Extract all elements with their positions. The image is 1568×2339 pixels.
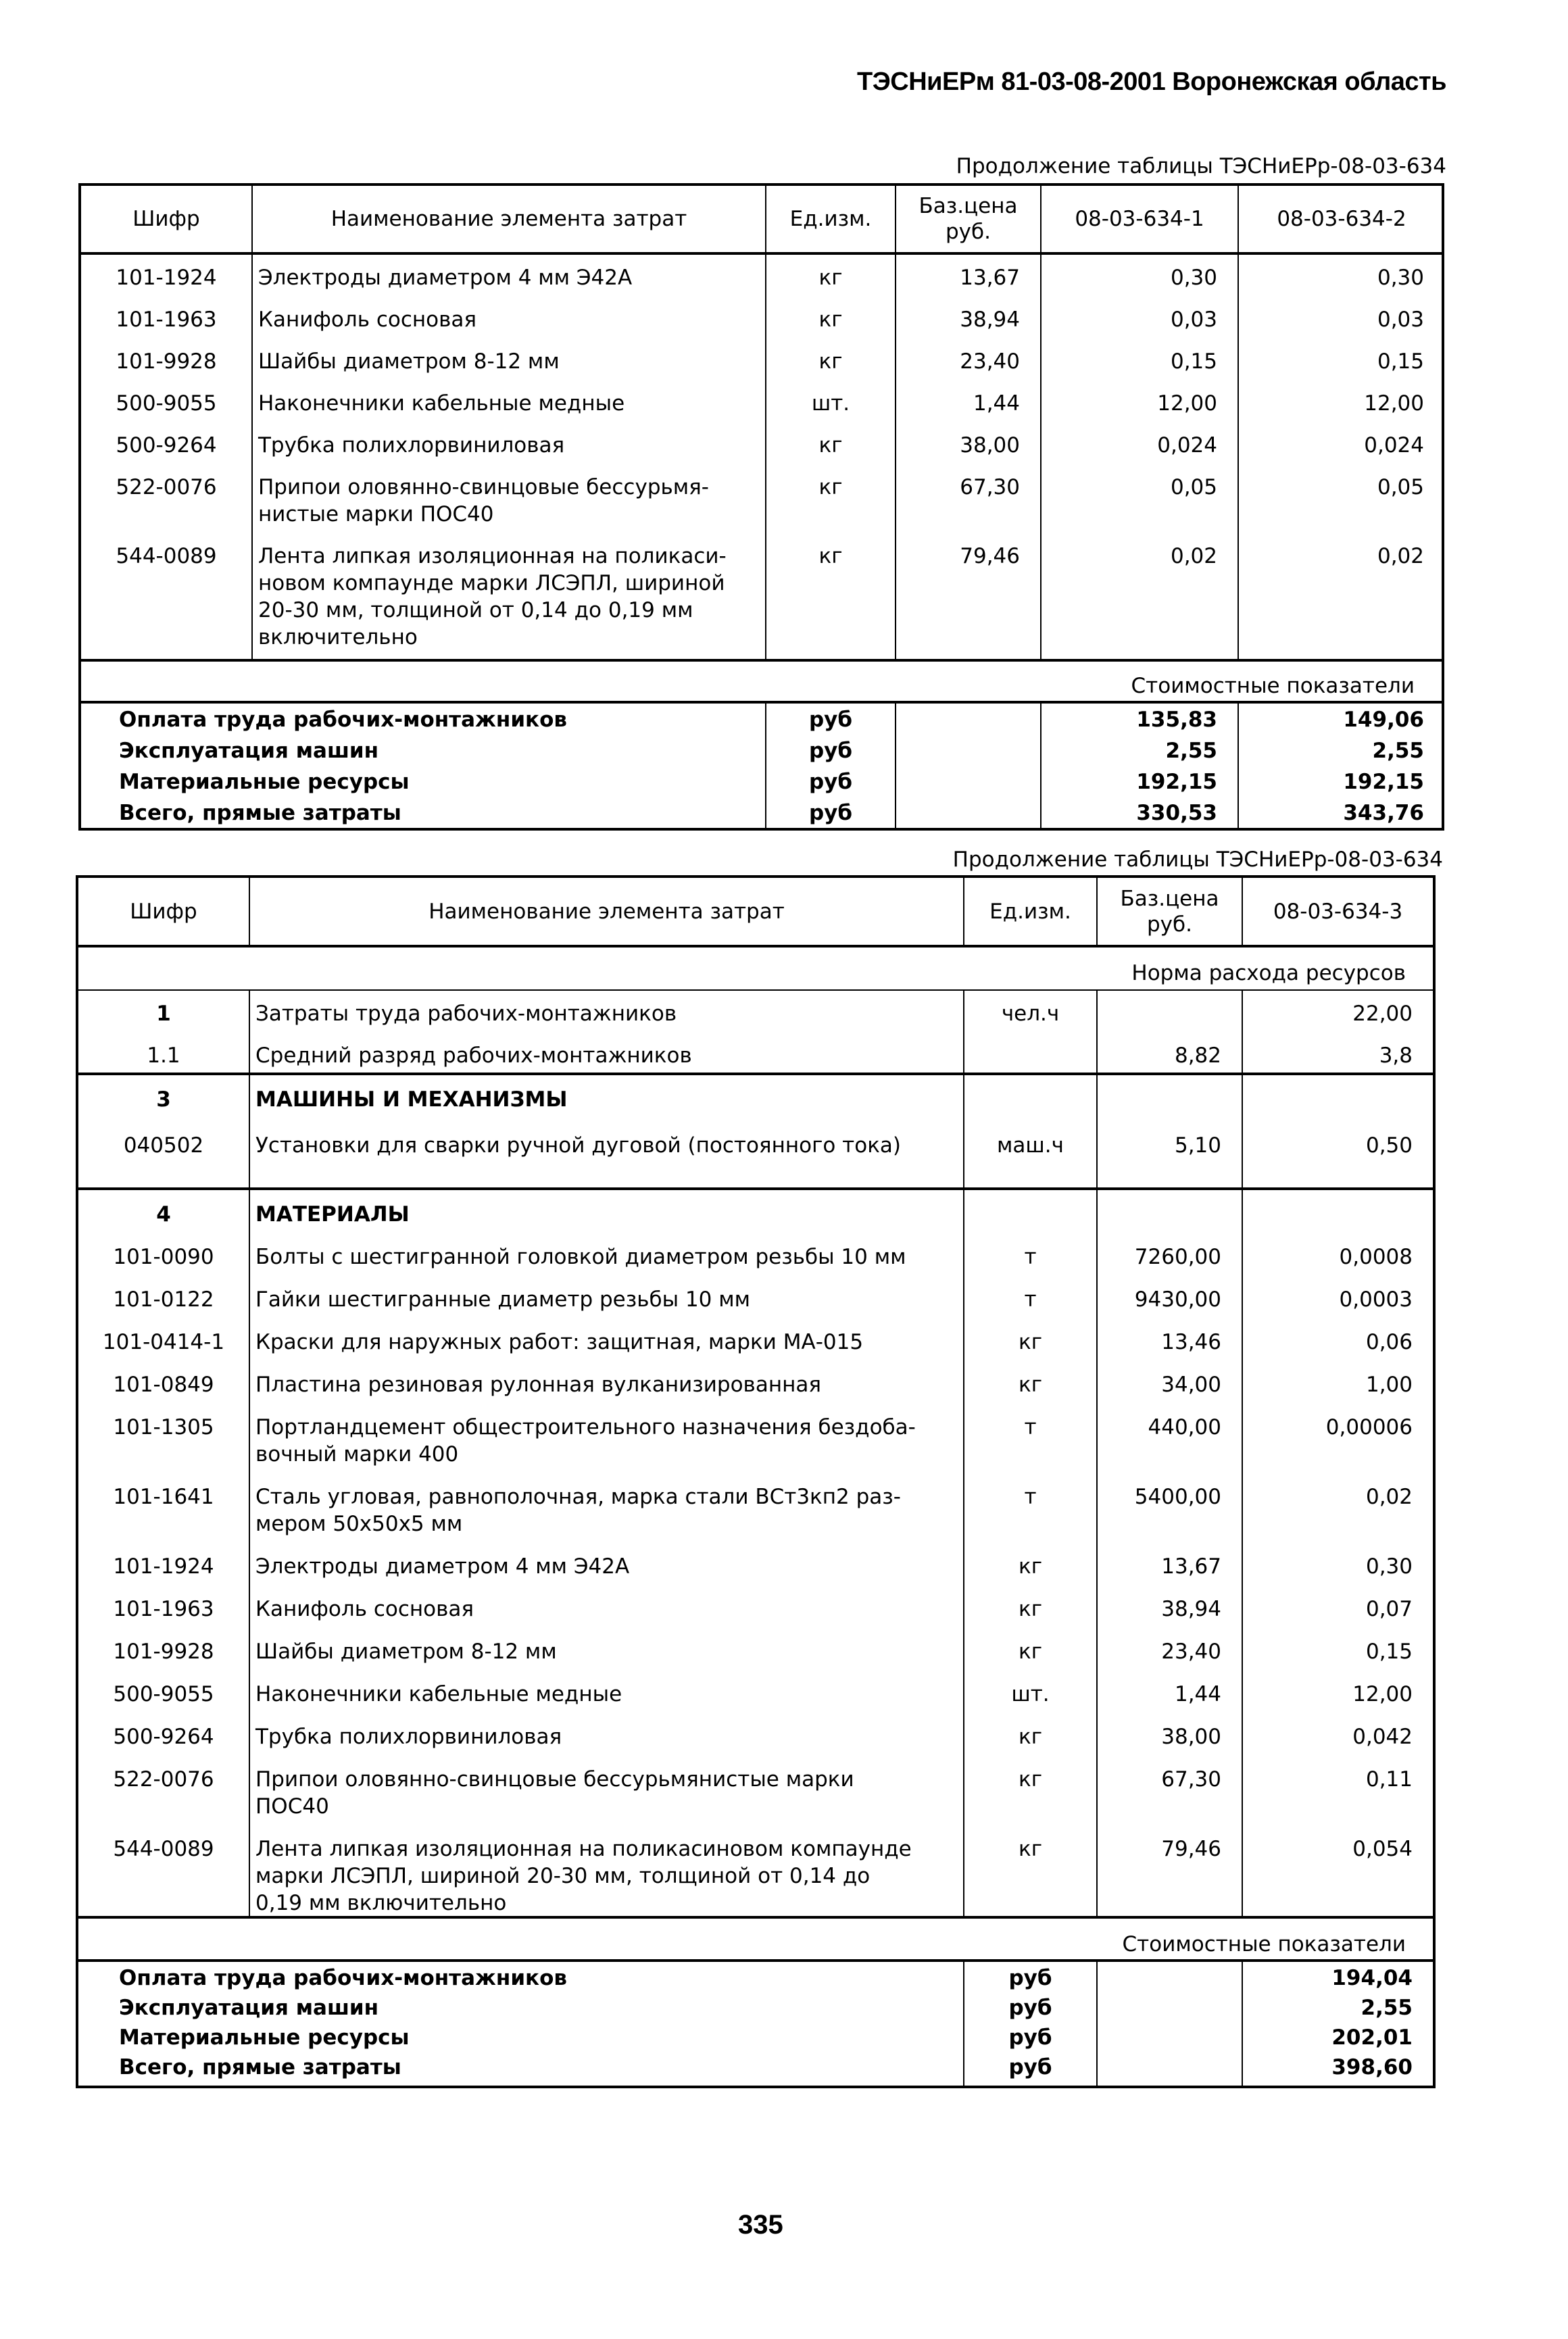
row-price: 9430,00 (1134, 1287, 1221, 1312)
row-unit: кг (1018, 1767, 1042, 1792)
row-code: 101-1924 (113, 1554, 214, 1579)
summary-unit: руб (808, 801, 853, 825)
row-unit: чел.ч (1001, 1002, 1060, 1026)
row-unit: т (1024, 1245, 1037, 1269)
row-unit: кг (1018, 1837, 1042, 1861)
col-header-price (895, 186, 1040, 252)
row-value-634-3: 12,00 (1352, 1682, 1413, 1706)
row-value-634-3: 1,00 (1365, 1373, 1413, 1397)
row-code: 544-0089 (116, 544, 217, 568)
t2-value-col (1242, 1075, 1433, 1187)
row-price: 23,40 (1161, 1640, 1221, 1664)
table2-cost-label-row (78, 1919, 1433, 1962)
t1-sum-v1-col (1040, 704, 1238, 831)
row-value-634-2: 0,15 (1377, 349, 1424, 374)
row-unit: кг (1018, 1330, 1042, 1354)
table2-section-materials (78, 1190, 1433, 1919)
row-name-line: Трубка полихлорвиниловая (258, 433, 565, 458)
row-price: 13,67 (960, 266, 1020, 290)
col-header-price-line1: Баз.цена (1120, 886, 1219, 911)
row-name-line: 0,19 мм включительно (255, 1891, 507, 1915)
row-price: 8,82 (1174, 1043, 1221, 1068)
table2-section-labor (78, 991, 1433, 1075)
col-header-price (1096, 878, 1242, 945)
row-code: 500-9264 (113, 1725, 214, 1749)
table1-caption: Продолжение таблицы ТЭСНиЕРр-08-03-634 (956, 154, 1446, 178)
t2-sum-label-col (78, 1962, 963, 2086)
row-code: 101-0090 (113, 1245, 214, 1269)
summary-value-634-1: 2,55 (1165, 739, 1217, 763)
summary-value-634-3: 202,01 (1331, 2025, 1413, 2050)
row-value-634-3: 0,02 (1365, 1485, 1413, 1509)
table2-header-row (78, 878, 1433, 947)
table1-cost-section-label: Стоимостные показатели (1131, 674, 1415, 698)
row-name-line: Электроды диаметром 4 мм Э42А (255, 1554, 630, 1579)
row-name-line: нистые марки ПОС40 (258, 502, 494, 526)
summary-label: Оплата труда рабочих-монтажников (119, 1966, 567, 1990)
row-name-line: мером 50х50х5 мм (255, 1512, 463, 1536)
row-name-line: Пластина резиновая рулонная вулканизированная (255, 1373, 821, 1397)
summary-label: Эксплуатация машин (119, 739, 379, 763)
row-code: 3 (156, 1087, 171, 1112)
row-price: 5,10 (1174, 1133, 1221, 1158)
t2-sum-v-col (1242, 1962, 1433, 2086)
row-value-634-2: 0,03 (1377, 307, 1424, 332)
summary-value-634-2: 343,76 (1343, 801, 1424, 825)
t1-sum-label-col (81, 704, 765, 831)
row-price: 13,46 (1161, 1330, 1221, 1354)
table2-caption: Продолжение таблицы ТЭСНиЕРр-08-03-634 (952, 847, 1443, 872)
row-unit: шт. (811, 391, 850, 416)
t1-sum-empty-col (895, 704, 1040, 831)
row-price: 67,30 (1161, 1767, 1221, 1792)
col-header-634-1: 08-03-634-1 (1040, 186, 1238, 252)
t2-price-col (1096, 1075, 1242, 1187)
row-value-634-3: 0,30 (1365, 1554, 1413, 1579)
summary-value-634-1: 135,83 (1136, 708, 1217, 732)
summary-value-634-1: 192,15 (1136, 770, 1217, 794)
row-code: 101-0849 (113, 1373, 214, 1397)
t2-value-col (1242, 1190, 1433, 1916)
table1-summary (81, 704, 1442, 831)
table2-summary (78, 1962, 1433, 2086)
table2-section-machines (78, 1075, 1433, 1190)
row-unit: т (1024, 1287, 1037, 1312)
col-header-price-line2: руб. (946, 220, 991, 244)
col-header-code: Шифр (130, 899, 197, 924)
section-heading: МАТЕРИАЛЫ (255, 1202, 410, 1227)
summary-value-634-2: 2,55 (1372, 739, 1424, 763)
row-name-line: Припои оловянно-свинцовые бессурьмя- (258, 475, 709, 499)
row-price: 1,44 (973, 391, 1020, 416)
row-price: 440,00 (1148, 1415, 1221, 1439)
row-value-634-1: 0,05 (1170, 475, 1217, 499)
row-price: 79,46 (1161, 1837, 1221, 1861)
row-name-line: включительно (258, 625, 418, 649)
row-value-634-2: 0,05 (1377, 475, 1424, 499)
row-value-634-2: 0,30 (1377, 266, 1424, 290)
row-value-634-1: 0,15 (1170, 349, 1217, 374)
row-price: 67,30 (960, 475, 1020, 499)
row-name-line: марки ЛСЭПЛ, шириной 20-30 мм, толщиной от 0,14 до (255, 1864, 871, 1888)
row-value-634-1: 12,00 (1157, 391, 1217, 416)
row-value-634-3: 0,054 (1352, 1837, 1413, 1861)
table2 (76, 875, 1436, 2088)
row-name-line: Затраты труда рабочих-монтажников (255, 1002, 677, 1026)
row-unit: шт. (1011, 1682, 1050, 1706)
row-price: 34,00 (1161, 1373, 1221, 1397)
row-value-634-3: 0,00006 (1325, 1415, 1413, 1439)
summary-unit: руб (1008, 2025, 1052, 2050)
t2-code-col (78, 1075, 249, 1187)
t2-name-col (249, 1190, 963, 1916)
row-code: 101-9928 (113, 1640, 214, 1664)
row-value-634-3: 0,0003 (1339, 1287, 1413, 1312)
row-name-line: Электроды диаметром 4 мм Э42А (258, 266, 633, 290)
row-code: 101-1963 (116, 307, 217, 332)
t2-sum-empty-col (1096, 1962, 1242, 2086)
row-name-line: Болты с шестигранной головкой диаметром резьбы 10 мм (255, 1245, 906, 1269)
row-unit: маш.ч (997, 1133, 1064, 1158)
row-value-634-1: 0,024 (1157, 433, 1217, 458)
col-header-unit: Ед.изм. (765, 186, 895, 252)
row-value-634-3: 0,11 (1365, 1767, 1413, 1792)
row-unit: кг (818, 266, 843, 290)
t1-v2-col (1238, 255, 1444, 659)
page-header-title: ТЭСНиЕРм 81-03-08-2001 Воронежская область (857, 68, 1446, 96)
summary-label: Всего, прямые затраты (119, 2055, 401, 2079)
row-price: 23,40 (960, 349, 1020, 374)
row-name-line: Краски для наружных работ: защитная, марки МА-015 (255, 1330, 864, 1354)
t2-name-col (249, 991, 963, 1073)
table1-cost-label-row (81, 662, 1442, 704)
col-header-name: Наименование элемента затрат (251, 186, 765, 252)
t2-value-col (1242, 991, 1433, 1073)
row-price: 5400,00 (1134, 1485, 1221, 1509)
row-name-line: Наконечники кабельные медные (258, 391, 625, 416)
row-name-line: Шайбы диаметром 8-12 мм (258, 349, 560, 374)
row-unit: кг (818, 433, 843, 458)
row-name-line: Гайки шестигранные диаметр резьбы 10 мм (255, 1287, 751, 1312)
row-code: 4 (156, 1202, 171, 1227)
summary-unit: руб (808, 770, 853, 794)
row-price: 38,94 (960, 307, 1020, 332)
summary-unit: руб (1008, 1996, 1052, 2020)
summary-unit: руб (808, 708, 853, 732)
row-unit: кг (818, 544, 843, 568)
row-value-634-3: 0,07 (1365, 1597, 1413, 1621)
row-value-634-2: 0,024 (1364, 433, 1424, 458)
row-code: 500-9264 (116, 433, 217, 458)
t2-sum-unit-col (963, 1962, 1096, 2086)
row-name-line: Средний разряд рабочих-монтажников (255, 1043, 692, 1068)
row-unit: кг (1018, 1554, 1042, 1579)
section-heading: МАШИНЫ И МЕХАНИЗМЫ (255, 1087, 568, 1112)
t1-sum-v2-col (1238, 704, 1444, 831)
row-code: 101-1963 (113, 1597, 214, 1621)
row-value-634-3: 0,042 (1352, 1725, 1413, 1749)
col-header-code: Шифр (132, 207, 200, 231)
row-code: 101-1305 (113, 1415, 214, 1439)
row-unit: кг (818, 307, 843, 332)
summary-value-634-3: 194,04 (1331, 1966, 1413, 1990)
row-unit: т (1024, 1485, 1037, 1509)
t1-v1-col (1040, 255, 1238, 659)
table2-norm-label-row (78, 947, 1433, 991)
summary-label: Материальные ресурсы (119, 770, 410, 794)
row-value-634-3: 0,0008 (1339, 1245, 1413, 1269)
row-code: 101-1924 (116, 266, 217, 290)
row-code: 040502 (123, 1133, 204, 1158)
col-header-634-3: 08-03-634-3 (1242, 878, 1433, 945)
summary-label: Оплата труда рабочих-монтажников (119, 708, 567, 732)
t1-sum-unit-col (765, 704, 895, 831)
col-header-634-2: 08-03-634-2 (1238, 186, 1444, 252)
t1-unit-col (765, 255, 895, 659)
row-price: 79,46 (960, 544, 1020, 568)
row-name-line: Наконечники кабельные медные (255, 1682, 622, 1706)
col-header-price-line2: руб. (1147, 912, 1192, 937)
table1 (78, 183, 1444, 831)
summary-value-634-3: 2,55 (1361, 1996, 1413, 2020)
summary-value-634-1: 330,53 (1136, 801, 1217, 825)
summary-unit: руб (1008, 2055, 1052, 2079)
table1-header-row (81, 186, 1442, 255)
row-code: 544-0089 (113, 1837, 214, 1861)
row-price: 38,00 (1161, 1725, 1221, 1749)
table1-body (81, 255, 1442, 662)
row-value-634-2: 12,00 (1364, 391, 1424, 416)
row-value-634-2: 0,02 (1377, 544, 1424, 568)
table2-norm-section-label: Норма расхода ресурсов (1131, 961, 1406, 985)
row-value-634-1: 0,30 (1170, 266, 1217, 290)
col-header-unit: Ед.изм. (963, 878, 1096, 945)
table2-cost-section-label: Стоимостные показатели (1122, 1932, 1406, 1956)
row-value-634-3: 3,8 (1379, 1043, 1413, 1068)
row-unit: кг (1018, 1373, 1042, 1397)
row-unit: кг (818, 475, 843, 499)
row-value-634-3: 0,06 (1365, 1330, 1413, 1354)
row-name-line: Припои оловянно-свинцовые бессурьмянистые марки (255, 1767, 854, 1792)
row-unit: кг (1018, 1597, 1042, 1621)
row-value-634-1: 0,02 (1170, 544, 1217, 568)
row-code: 101-1641 (113, 1485, 214, 1509)
row-code: 101-0122 (113, 1287, 214, 1312)
row-name-line: Портландцемент общестроительного назначения бездоба- (255, 1415, 916, 1439)
row-unit: кг (1018, 1640, 1042, 1664)
t1-price-col (895, 255, 1040, 659)
t2-unit-col (963, 1075, 1096, 1187)
row-name-line: Установки для сварки ручной дуговой (постоянного тока) (255, 1133, 902, 1158)
row-code: 500-9055 (116, 391, 217, 416)
row-name-line: Лента липкая изоляционная на поликасиновом компаунде (255, 1837, 912, 1861)
row-price: 1,44 (1174, 1682, 1221, 1706)
page-number: 335 (738, 2210, 783, 2240)
row-code: 500-9055 (113, 1682, 214, 1706)
row-price: 38,00 (960, 433, 1020, 458)
row-name-line: Трубка полихлорвиниловая (255, 1725, 562, 1749)
row-name-line: Канифоль сосновая (258, 307, 477, 332)
t2-code-col (78, 1190, 249, 1916)
row-unit: кг (1018, 1725, 1042, 1749)
row-code: 101-0414-1 (102, 1330, 225, 1354)
t1-name-col (251, 255, 765, 659)
row-code: 101-9928 (116, 349, 217, 374)
row-name-line: новом компаунде марки ЛСЭПЛ, шириной (258, 571, 725, 595)
row-value-634-1: 0,03 (1170, 307, 1217, 332)
row-unit: т (1024, 1415, 1037, 1439)
row-code: 522-0076 (116, 475, 217, 499)
row-price: 7260,00 (1134, 1245, 1221, 1269)
summary-unit: руб (1008, 1966, 1052, 1990)
row-value-634-3: 0,15 (1365, 1640, 1413, 1664)
t2-name-col (249, 1075, 963, 1187)
summary-value-634-2: 149,06 (1343, 708, 1424, 732)
summary-label: Материальные ресурсы (119, 2025, 410, 2050)
row-code: 1 (156, 1002, 171, 1026)
row-name-line: Шайбы диаметром 8-12 мм (255, 1640, 557, 1664)
t2-unit-col (963, 991, 1096, 1073)
row-name-line: Канифоль сосновая (255, 1597, 474, 1621)
row-price: 13,67 (1161, 1554, 1221, 1579)
row-unit: кг (818, 349, 843, 374)
t1-code-col (81, 255, 251, 659)
t2-unit-col (963, 1190, 1096, 1916)
row-value-634-3: 0,50 (1365, 1133, 1413, 1158)
summary-label: Эксплуатация машин (119, 1996, 379, 2020)
row-code: 1.1 (147, 1043, 180, 1068)
t2-price-col (1096, 991, 1242, 1073)
row-name-line: вочный марки 400 (255, 1442, 459, 1467)
summary-value-634-2: 192,15 (1343, 770, 1424, 794)
row-price: 38,94 (1161, 1597, 1221, 1621)
summary-label: Всего, прямые затраты (119, 801, 401, 825)
summary-unit: руб (808, 739, 853, 763)
row-name-line: 20-30 мм, толщиной от 0,14 до 0,19 мм (258, 598, 693, 622)
row-code: 522-0076 (113, 1767, 214, 1792)
row-value-634-3: 22,00 (1352, 1002, 1413, 1026)
row-name-line: ПОС40 (255, 1794, 329, 1819)
summary-value-634-3: 398,60 (1331, 2055, 1413, 2079)
t2-code-col (78, 991, 249, 1073)
row-name-line: Сталь угловая, равнополочная, марка стали ВСт3кп2 раз- (255, 1485, 901, 1509)
row-name-line: Лента липкая изоляционная на поликаси- (258, 544, 727, 568)
t2-price-col (1096, 1190, 1242, 1916)
col-header-price-line1: Баз.цена (918, 194, 1018, 218)
col-header-name: Наименование элемента затрат (249, 878, 963, 945)
